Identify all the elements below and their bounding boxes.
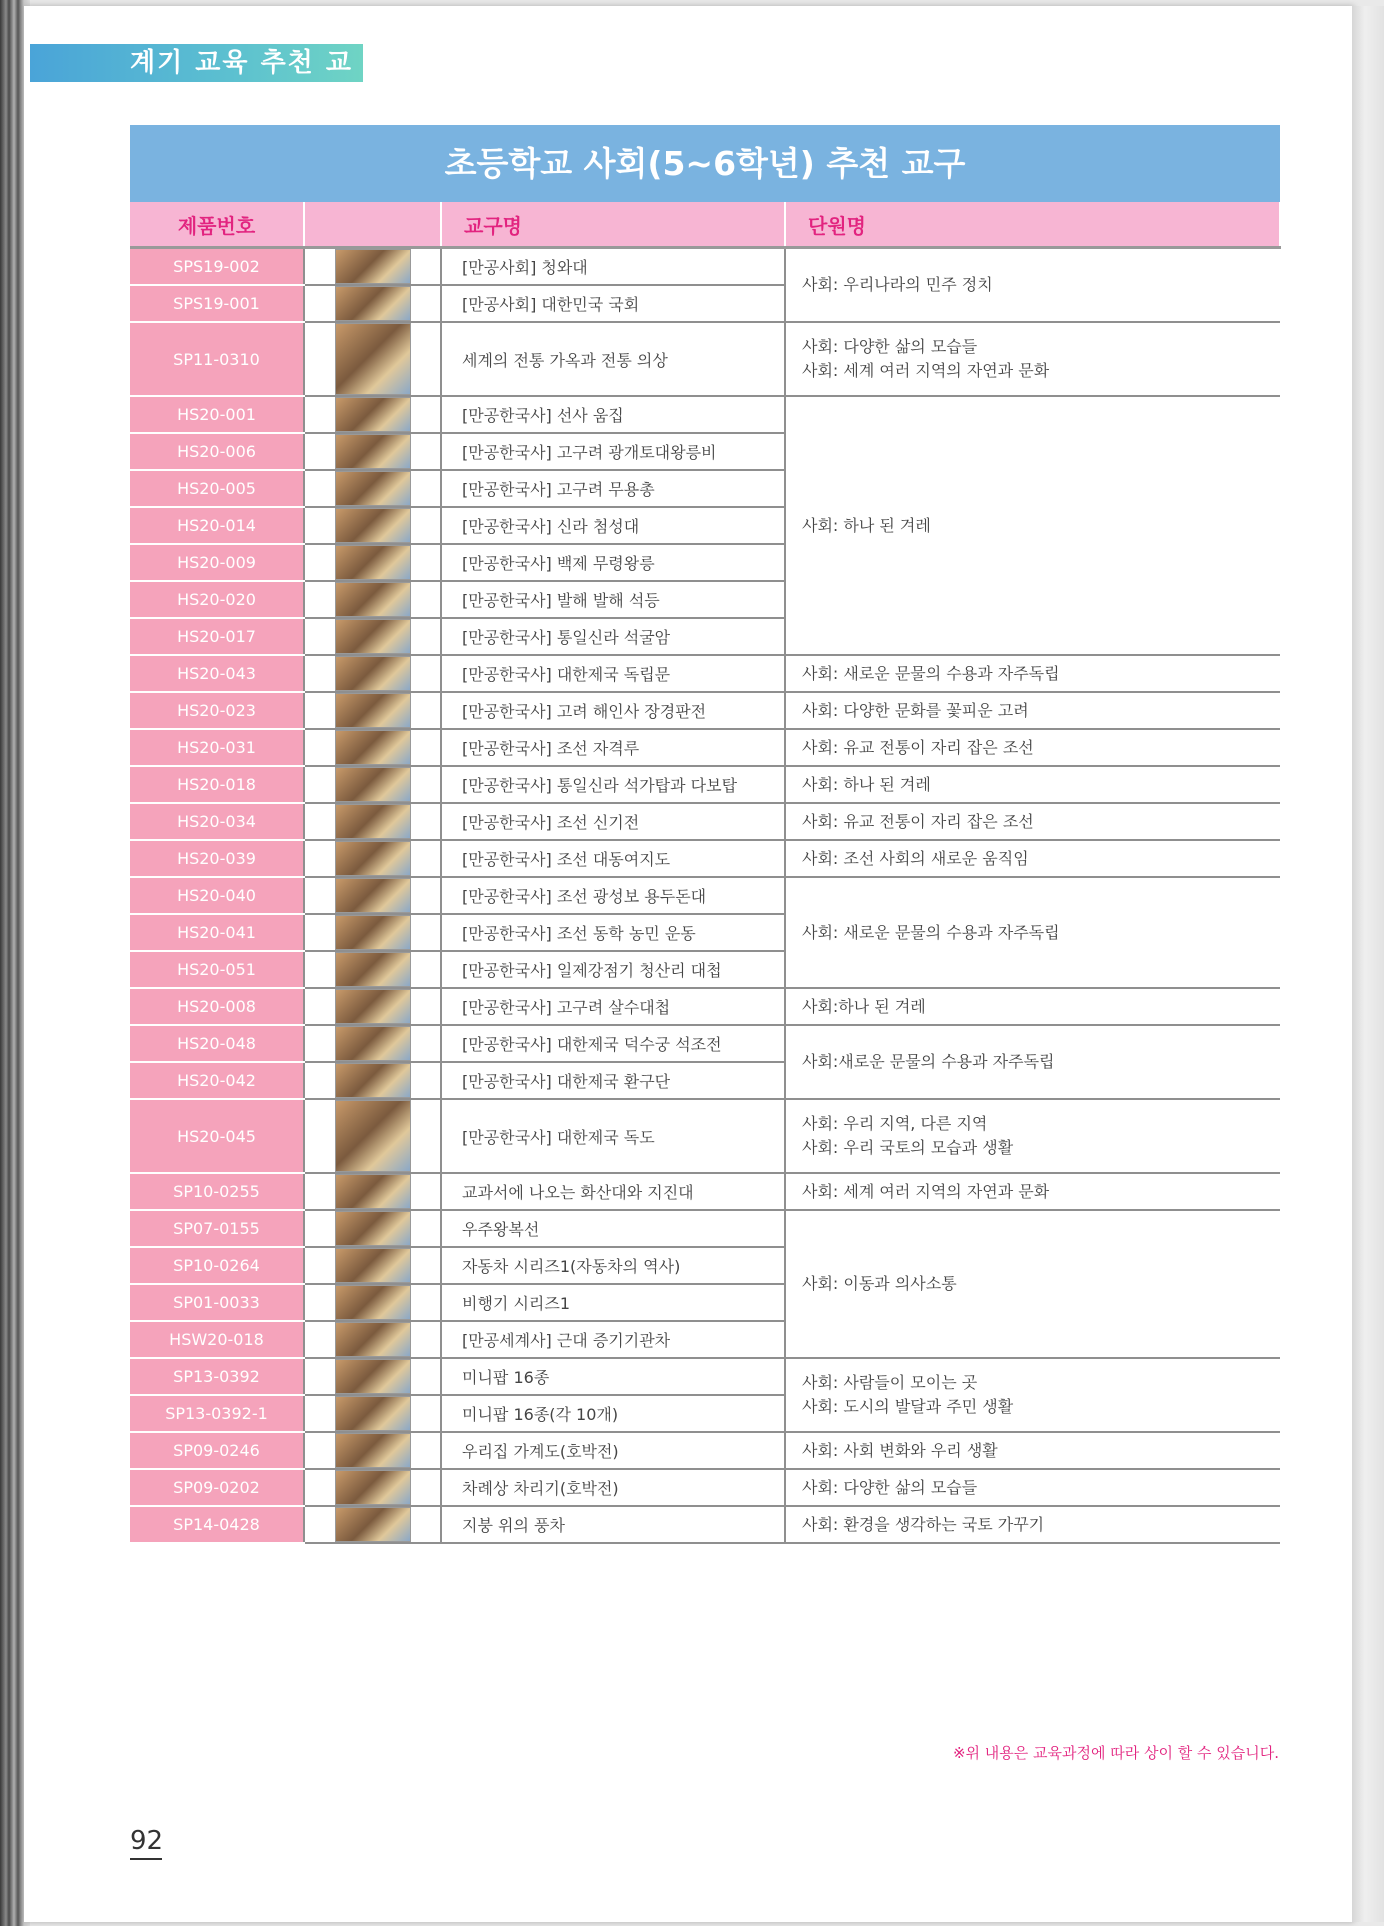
product-image-cell <box>304 248 441 286</box>
table-row <box>130 1210 1280 1247</box>
table-row <box>130 1099 1280 1173</box>
product-image-cell <box>304 729 441 766</box>
product-image-cell <box>304 877 441 914</box>
unit-name-cell <box>785 766 1280 803</box>
unit-name-cell <box>785 1469 1280 1506</box>
unit-name-cell <box>785 1025 1280 1099</box>
product-code: HS20-045 <box>130 1099 304 1173</box>
section-header-tab: 계기 교육 추천 교구 <box>30 44 363 82</box>
product-code: HS20-041 <box>130 914 304 951</box>
product-thumbnail-image <box>335 1211 411 1246</box>
table-row <box>130 1469 1280 1506</box>
product-code: HS20-051 <box>130 951 304 988</box>
unit-name-line: 사회: 새로운 문물의 수용과 자주독립 <box>802 663 1060 683</box>
unit-name-cell <box>785 1506 1280 1543</box>
product-name: [만공한국사] 대한제국 덕수궁 석조전 <box>441 1025 785 1062</box>
product-name: [만공한국사] 대한제국 독립문 <box>441 655 785 692</box>
table-row <box>130 655 1280 692</box>
unit-name-line: 사회: 세계 여러 지역의 자연과 문화 <box>802 1181 1050 1201</box>
product-code: HS20-039 <box>130 840 304 877</box>
product-name: [만공한국사] 조선 동학 농민 운동 <box>441 914 785 951</box>
product-thumbnail-image <box>335 767 411 802</box>
product-image-cell <box>304 1432 441 1469</box>
unit-name-cell <box>785 1358 1280 1432</box>
unit-name-cell <box>785 692 1280 729</box>
table-row <box>130 803 1280 840</box>
recommended-tools-table <box>130 202 1281 1544</box>
product-thumbnail-image <box>335 952 411 987</box>
page-edge <box>1352 6 1384 1922</box>
product-image-cell <box>304 581 441 618</box>
product-image-cell <box>304 951 441 988</box>
table-row <box>130 1432 1280 1469</box>
product-thumbnail-image <box>335 730 411 765</box>
product-thumbnail-image <box>335 804 411 839</box>
unit-name-line: 사회: 하나 된 겨레 <box>802 515 931 535</box>
footnote: ※위 내용은 교육과정에 따라 상이 할 수 있습니다. <box>952 1744 1279 1762</box>
product-name: [만공세계사] 근대 증기기관차 <box>441 1321 785 1358</box>
product-code: HS20-008 <box>130 988 304 1025</box>
unit-name-line: 사회:하나 된 겨레 <box>802 996 926 1016</box>
product-code: SP13-0392-1 <box>130 1395 304 1432</box>
product-code: HS20-014 <box>130 507 304 544</box>
product-code: HS20-020 <box>130 581 304 618</box>
unit-name-line: 사회: 조선 사회의 새로운 움직임 <box>802 848 1029 868</box>
product-name: 지붕 위의 풍차 <box>441 1506 785 1543</box>
table-row <box>130 692 1280 729</box>
unit-name-line: 사회:새로운 문물의 수용과 자주독립 <box>802 1052 1055 1071</box>
table-row <box>130 1025 1280 1062</box>
product-image-cell <box>304 1247 441 1284</box>
product-image-cell <box>304 396 441 433</box>
product-name: 교과서에 나오는 화산대와 지진대 <box>441 1173 785 1210</box>
product-thumbnail-image <box>335 1322 411 1357</box>
column-header-image <box>304 202 441 248</box>
product-code: SP10-0264 <box>130 1247 304 1284</box>
product-thumbnail-image <box>335 249 411 284</box>
table-body <box>130 248 1280 1544</box>
product-name: [만공한국사] 대한제국 독도 <box>441 1099 785 1173</box>
product-thumbnail-image <box>335 841 411 876</box>
product-name: 세계의 전통 가옥과 전통 의상 <box>441 322 785 396</box>
product-thumbnail-image <box>335 397 411 432</box>
unit-name-cell <box>785 803 1280 840</box>
product-thumbnail-image <box>335 1026 411 1061</box>
table-row <box>130 877 1280 914</box>
product-code: HS20-048 <box>130 1025 304 1062</box>
product-code: SP09-0246 <box>130 1432 304 1469</box>
page-number: 92 <box>130 1826 164 1856</box>
product-image-cell <box>304 1099 441 1173</box>
column-header-name: 교구명 <box>441 202 785 248</box>
unit-name-line: 사회: 도시의 발달과 주민 생활 <box>802 1397 1014 1416</box>
unit-name-line: 사회: 사람들이 모이는 곳 <box>802 1373 978 1392</box>
unit-name-line: 사회: 우리 지역, 다른 지역 <box>802 1114 988 1133</box>
unit-name-line: 사회: 새로운 문물의 수용과 자주독립 <box>802 922 1060 942</box>
product-code: HS20-009 <box>130 544 304 581</box>
unit-name-line: 사회: 하나 된 겨레 <box>802 774 931 794</box>
product-thumbnail-image <box>335 1470 411 1505</box>
product-thumbnail-image <box>335 656 411 691</box>
unit-name-cell <box>785 988 1280 1025</box>
product-image-cell <box>304 1062 441 1099</box>
product-image-cell <box>304 1506 441 1543</box>
unit-name-cell <box>785 1210 1280 1358</box>
product-code: SPS19-002 <box>130 248 304 286</box>
column-header-code: 제품번호 <box>130 202 304 248</box>
product-image-cell <box>304 1395 441 1432</box>
product-name: 자동차 시리즈1(자동차의 역사) <box>441 1247 785 1284</box>
product-name: 우주왕복선 <box>441 1210 785 1247</box>
product-image-cell <box>304 692 441 729</box>
product-thumbnail-image <box>335 878 411 913</box>
product-image-cell <box>304 803 441 840</box>
table-row <box>130 729 1280 766</box>
product-image-cell <box>304 1284 441 1321</box>
product-thumbnail-image <box>335 545 411 580</box>
product-code: HS20-040 <box>130 877 304 914</box>
product-code: SP11-0310 <box>130 322 304 396</box>
product-thumbnail-image <box>335 989 411 1024</box>
product-name: 비행기 시리즈1 <box>441 1284 785 1321</box>
product-image-cell <box>304 322 441 396</box>
product-image-cell <box>304 766 441 803</box>
product-code: HS20-043 <box>130 655 304 692</box>
product-image-cell <box>304 988 441 1025</box>
product-code: SP07-0155 <box>130 1210 304 1247</box>
table-row <box>130 988 1280 1025</box>
product-code: HS20-031 <box>130 729 304 766</box>
product-code: HS20-042 <box>130 1062 304 1099</box>
product-thumbnail-image <box>335 1285 411 1320</box>
product-name: 차례상 차리기(호박전) <box>441 1469 785 1506</box>
product-thumbnail-image <box>335 1359 411 1394</box>
unit-name-line: 사회: 유교 전통이 자리 잡은 조선 <box>802 811 1034 831</box>
unit-name-cell <box>785 1173 1280 1210</box>
unit-name-line: 사회: 우리나라의 민주 정치 <box>802 275 993 294</box>
product-thumbnail-image <box>335 286 411 321</box>
unit-name-line: 사회: 유교 전통이 자리 잡은 조선 <box>802 737 1034 757</box>
unit-name-cell <box>785 655 1280 692</box>
product-name: [만공한국사] 통일신라 석굴암 <box>441 618 785 655</box>
product-image-cell <box>304 470 441 507</box>
unit-name-line: 사회: 우리 국토의 모습과 생활 <box>802 1138 1014 1157</box>
table-row <box>130 766 1280 803</box>
product-code: SP10-0255 <box>130 1173 304 1210</box>
product-thumbnail-image <box>335 471 411 506</box>
unit-name-cell <box>785 1099 1280 1173</box>
product-code: HS20-005 <box>130 470 304 507</box>
product-code: SP09-0202 <box>130 1469 304 1506</box>
product-name: [만공한국사] 통일신라 석가탑과 다보탑 <box>441 766 785 803</box>
table-row <box>130 1358 1280 1395</box>
column-header-unit: 단원명 <box>785 202 1280 248</box>
product-name: [만공한국사] 조선 광성보 용두돈대 <box>441 877 785 914</box>
page-number-underline <box>130 1858 162 1860</box>
product-name: [만공한국사] 조선 신기전 <box>441 803 785 840</box>
product-name: [만공한국사] 신라 첨성대 <box>441 507 785 544</box>
product-image-cell <box>304 1210 441 1247</box>
product-name: [만공한국사] 조선 자격루 <box>441 729 785 766</box>
unit-name-line: 사회: 세계 여러 지역의 자연과 문화 <box>802 361 1050 380</box>
table-row <box>130 840 1280 877</box>
unit-name-cell <box>785 396 1280 655</box>
table-header-row <box>130 202 1280 248</box>
product-name: [만공한국사] 고구려 광개토대왕릉비 <box>441 433 785 470</box>
product-name: [만공한국사] 고려 해인사 장경판전 <box>441 692 785 729</box>
product-image-cell <box>304 544 441 581</box>
product-image-cell <box>304 1469 441 1506</box>
product-code: HS20-034 <box>130 803 304 840</box>
product-image-cell <box>304 1358 441 1395</box>
product-code: HS20-001 <box>130 396 304 433</box>
unit-name-line: 사회: 이동과 의사소통 <box>802 1274 957 1293</box>
product-code: HS20-006 <box>130 433 304 470</box>
table-row <box>130 396 1280 433</box>
table-row <box>130 248 1280 286</box>
product-thumbnail-image <box>335 434 411 469</box>
product-name: [만공한국사] 고구려 무용총 <box>441 470 785 507</box>
product-image-cell <box>304 1321 441 1358</box>
product-code: HSW20-018 <box>130 1321 304 1358</box>
product-thumbnail-image <box>335 1063 411 1098</box>
product-name: 우리집 가계도(호박전) <box>441 1432 785 1469</box>
product-name: [만공사회] 청와대 <box>441 248 785 286</box>
product-thumbnail-image <box>335 915 411 950</box>
unit-name-line: 사회: 다양한 삶의 모습들 <box>802 337 978 356</box>
unit-name-line: 사회: 사회 변화와 우리 생활 <box>802 1440 998 1460</box>
product-name: 미니팝 16종(각 10개) <box>441 1395 785 1432</box>
product-name: [만공한국사] 고구려 살수대첩 <box>441 988 785 1025</box>
product-thumbnail-image <box>335 1248 411 1283</box>
unit-name-cell <box>785 729 1280 766</box>
unit-name-cell <box>785 248 1280 323</box>
product-image-cell <box>304 618 441 655</box>
product-code: HS20-018 <box>130 766 304 803</box>
product-thumbnail-image <box>335 323 411 395</box>
product-name: [만공한국사] 백제 무령왕릉 <box>441 544 785 581</box>
table-row <box>130 322 1280 396</box>
product-name: [만공사회] 대한민국 국회 <box>441 285 785 322</box>
product-thumbnail-image <box>335 693 411 728</box>
unit-name-cell <box>785 877 1280 988</box>
product-name: 미니팝 16종 <box>441 1358 785 1395</box>
unit-name-cell <box>785 322 1280 396</box>
product-thumbnail-image <box>335 1396 411 1431</box>
product-image-cell <box>304 1173 441 1210</box>
product-code: SP13-0392 <box>130 1358 304 1395</box>
unit-name-line: 사회: 다양한 삶의 모습들 <box>802 1477 978 1497</box>
unit-name-cell <box>785 840 1280 877</box>
table-row <box>130 1506 1280 1543</box>
product-image-cell <box>304 433 441 470</box>
product-name: [만공한국사] 조선 대동여지도 <box>441 840 785 877</box>
product-image-cell <box>304 507 441 544</box>
product-name: [만공한국사] 대한제국 환구단 <box>441 1062 785 1099</box>
product-code: SP14-0428 <box>130 1506 304 1543</box>
product-image-cell <box>304 655 441 692</box>
product-name: [만공한국사] 일제강점기 청산리 대첩 <box>441 951 785 988</box>
table-row <box>130 1173 1280 1210</box>
product-image-cell <box>304 914 441 951</box>
product-thumbnail-image <box>335 1100 411 1172</box>
unit-name-line: 사회: 다양한 문화를 꽃피운 고려 <box>802 700 1029 720</box>
unit-name-line: 사회: 환경을 생각하는 국토 가꾸기 <box>802 1514 1045 1534</box>
product-thumbnail-image <box>335 582 411 617</box>
product-code: SPS19-001 <box>130 285 304 322</box>
product-thumbnail-image <box>335 1174 411 1209</box>
product-thumbnail-image <box>335 508 411 543</box>
product-image-cell <box>304 840 441 877</box>
unit-name-cell <box>785 1432 1280 1469</box>
product-code: SP01-0033 <box>130 1284 304 1321</box>
product-name: [만공한국사] 발해 발해 석등 <box>441 581 785 618</box>
product-image-cell <box>304 285 441 322</box>
table-title: 초등학교 사회(5~6학년) 추천 교구 <box>130 125 1280 202</box>
product-thumbnail-image <box>335 1507 411 1542</box>
product-thumbnail-image <box>335 619 411 654</box>
product-thumbnail-image <box>335 1433 411 1468</box>
product-image-cell <box>304 1025 441 1062</box>
product-code: HS20-023 <box>130 692 304 729</box>
product-name: [만공한국사] 선사 움집 <box>441 396 785 433</box>
product-code: HS20-017 <box>130 618 304 655</box>
